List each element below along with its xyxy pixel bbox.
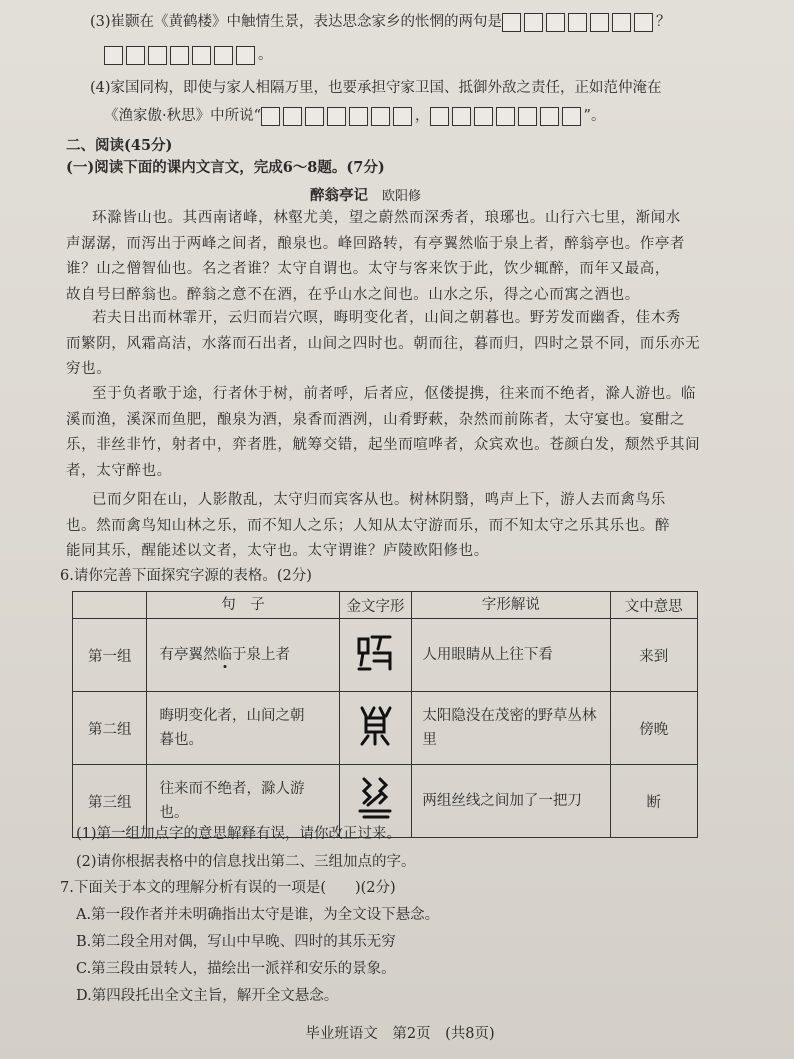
header-explanation: 字形解说 — [412, 592, 610, 619]
sent-part: 暮也。 — [159, 732, 203, 748]
etymology-table — [72, 591, 698, 838]
q7-option-a[interactable]: A.第一段作者并未明确指出太守是谁，为全文设下悬念。 — [76, 907, 440, 923]
p1-l2: 声潺潺，而泻出于两峰之间者，酿泉也。峰回路转，有亭翼然临于泉上者，醉翁亭也。作亭者 — [66, 235, 686, 252]
header-glyph: 金文字形 — [339, 592, 412, 619]
dotted-char: 临 — [217, 647, 232, 663]
p4-l1: 已而夕阳在山，人影散乱，太守归而宾客从也。树林阴翳，鸣声上下，游人去而禽鸟乐 — [92, 492, 666, 508]
q4-text: 《渔家傲·秋思》中所说“ — [104, 108, 262, 124]
p3-l1: 至于负者歌于途，行者休于树，前者呼，后者应，伛偻提携，往来而不绝者，滁人游也。临 — [92, 386, 696, 402]
q4-line-2 — [104, 106, 605, 126]
row-explanation: 太阳隐没在茂密的野草丛林里 — [412, 692, 610, 765]
row-group: 第三组 — [73, 765, 147, 838]
q7-option-b[interactable]: B.第二段全用对偶，写山中早晚、四时的其乐无穷 — [76, 934, 396, 950]
p4-l2: 也。然而禽鸟知山林之乐，而不知人之乐；人知从太守游而乐，而不知太守之乐其乐也。醉 — [66, 517, 670, 534]
p1-l4: 故自号曰醉翁也。醉翁之意不在酒，在乎山水之间也。山水之乐，得之心而寓之酒也。 — [66, 286, 640, 303]
header-group — [73, 592, 147, 619]
q3-line-2 — [104, 45, 273, 65]
q3-period: 。 — [258, 47, 273, 63]
q3-answer-boxes-2[interactable] — [104, 45, 258, 65]
sent-part: 晦明变化者，山间之朝 — [159, 708, 305, 724]
row-meaning: 断 — [610, 765, 698, 838]
q3-line — [90, 12, 671, 32]
row-meaning: 来到 — [610, 619, 698, 692]
q4-answer-boxes-1[interactable] — [261, 106, 415, 126]
table-row — [73, 619, 698, 692]
row-sentence — [147, 619, 339, 692]
p3-l4: 者，太守醉也。 — [66, 462, 172, 479]
sent-part: 往来而不绝者，滁人游 — [159, 781, 305, 797]
p1-l1: 环滁皆山也。其西南诸峰，林壑尤美，望之蔚然而深秀者，琅琊也。山行六七里，渐闻水 — [92, 210, 681, 226]
row-glyph — [339, 619, 412, 692]
essay-title: 醉翁亭记 — [310, 187, 368, 204]
sent-part: 于泉上者 — [231, 647, 290, 663]
essay-paragraph-2 — [66, 306, 700, 383]
essay-paragraph-3 — [66, 382, 700, 484]
sent-part: 也。 — [159, 805, 189, 821]
p3-l2: 溪而渔，溪深而鱼肥，酿泉为酒，泉香而酒洌，山肴野蔌，杂然而前陈者，太守宴也。宴酣之 — [66, 411, 686, 428]
row-explanation: 人用眼睛从上往下看 — [412, 619, 610, 692]
essay-paragraph-1 — [66, 206, 685, 308]
q4-answer-boxes-2[interactable] — [430, 106, 584, 126]
p2-l1: 若夫日出而林霏开，云归而岩穴暝，晦明变化者，山间之朝暮也。野芳发而幽香，佳木秀 — [92, 310, 681, 326]
q3-question-mark: ？ — [656, 14, 671, 30]
header-sentence: 句 子 — [147, 592, 339, 619]
q7-option-d[interactable]: D.第四段托出全文主旨，解开全文悬念。 — [76, 988, 339, 1004]
essay-paragraph-4 — [66, 488, 670, 565]
q6-sub2: (2)请你根据表格中的信息找出第二、三组加点的字。 — [76, 854, 416, 870]
p4-l3: 能同其乐，醒能述以文者，太守也。太守谓谁？庐陵欧阳修也。 — [66, 543, 489, 559]
q4-comma: ， — [415, 108, 430, 124]
bronze-glyph-lin-icon — [354, 631, 396, 675]
essay-author: 欧阳修 — [382, 189, 422, 204]
p2-l3: 穷也。 — [66, 361, 112, 377]
table-row — [73, 692, 698, 765]
bronze-glyph-jue-icon — [354, 775, 396, 823]
row-group: 第一组 — [73, 619, 147, 692]
q3-text: (3)崔颢在《黄鹤楼》中触情生景，表达思念家乡的怅惘的两句是 — [90, 14, 503, 30]
header-meaning: 文中意思 — [610, 592, 698, 619]
row-meaning: 傍晚 — [610, 692, 698, 765]
p1-l3: 谁？山之僧智仙也。名之者谁？太守自谓也。太守与客来饮于此，饮少辄醉，而年又最高， — [66, 261, 670, 277]
page-footer: 毕业班语文 第2页 (共8页) — [305, 1026, 495, 1042]
section-heading: 二、阅读(45分) — [66, 137, 173, 154]
essay-title-line — [310, 184, 421, 205]
q6-sub1: (1)第一组加点字的意思解释有误，请你改正过来。 — [76, 826, 402, 842]
q4-end: ”。 — [583, 108, 606, 124]
row-sentence — [147, 692, 339, 765]
row-group: 第二组 — [73, 692, 147, 765]
q6-prompt: 6.请你完善下面探究字源的表格。(2分) — [60, 568, 312, 584]
q4-line-1: (4)家国同构，即使与家人相隔万里，也要承担守家卫国、抵御外敌之责任，正如范仲淹在 — [90, 80, 662, 96]
row-glyph — [339, 692, 412, 765]
p3-l3: 乐，非丝非竹，射者中，弈者胜，觥筹交错，起坐而喧哗者，众宾欢也。苍颜白发，颓然乎其间 — [66, 437, 701, 453]
sent-part: 有亭翼然 — [159, 647, 218, 663]
bronze-glyph-mu-icon — [354, 704, 396, 748]
row-explanation: 两组丝线之间加了一把刀 — [412, 765, 610, 838]
p2-l2: 而繁阴，风霜高洁，水落而石出者，山间之四时也。朝而往，暮而归，四时之景不同，而乐亦无 — [66, 335, 701, 352]
q7-prompt: 7.下面关于本文的理解分析有误的一项是( )(2分) — [60, 880, 396, 896]
section-sub-heading: (一)阅读下面的课内文言文，完成6～8题。(7分) — [66, 159, 385, 176]
q3-answer-boxes-1[interactable] — [502, 12, 656, 32]
table-header-row — [73, 592, 698, 619]
q7-option-c[interactable]: C.第三段由景转人，描绘出一派祥和安乐的景象。 — [76, 961, 396, 977]
